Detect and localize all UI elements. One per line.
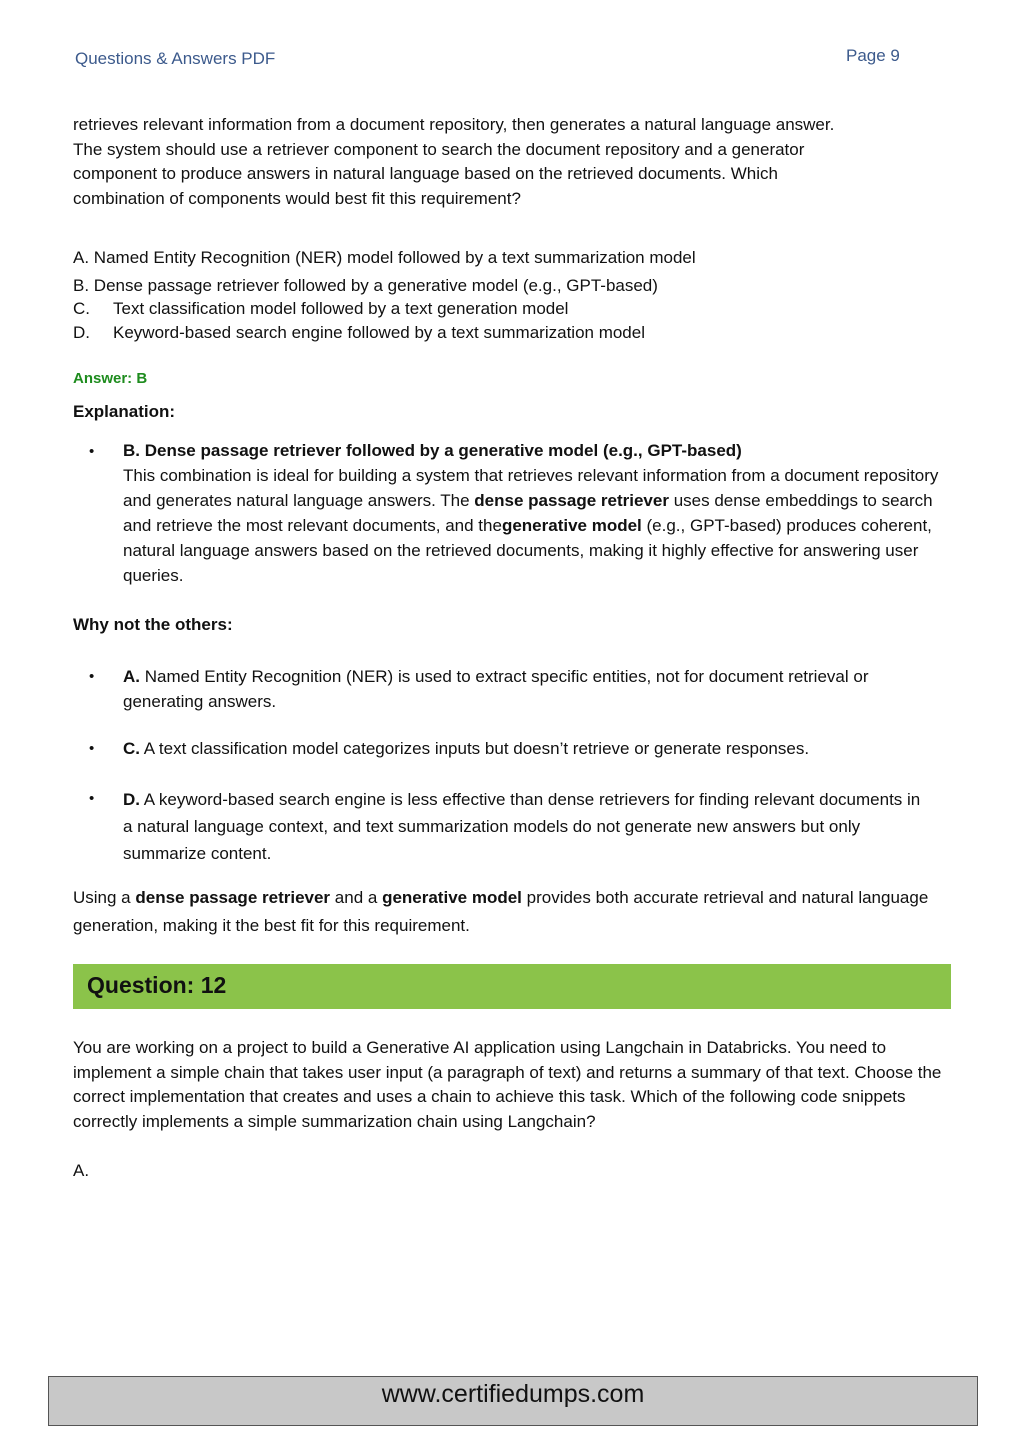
question-text: You are working on a project to build a Generative AI application using Langchain in Databricks. You need to implement a simple chain that takes user input (a paragraph of text) and returns a summary of that text. Choose the correct implementation that creates and uses a chain to achieve this task. Which of the following code snippets correctly implements a simple summarization chain using Langchain? xyxy=(73,1038,942,1131)
explanation-title: B. Dense passage retriever followed by a generative model (e.g., GPT-based) xyxy=(123,441,742,460)
bullet: • xyxy=(89,668,95,685)
why-not-item-a: A. Named Entity Recognition (NER) is used to extract specific entities, not for document retrieval or generating answers. xyxy=(123,667,869,711)
why-not-item-c: C. A text classification model categorizes inputs but doesn’t retrieve or generate responses. xyxy=(123,739,810,758)
bullet: • xyxy=(89,790,95,807)
footer-url: www.certifiedumps.com xyxy=(48,1376,978,1426)
bullet: • xyxy=(89,443,95,460)
text-line: The system should use a retriever component to search the document repository and a generator xyxy=(73,139,805,159)
option-d: D. Keyword-based search engine followed by a text summarization model xyxy=(73,323,645,342)
option-a-label: A. xyxy=(73,1161,90,1180)
explanation-main: B. Dense passage retriever followed by a generative model (e.g., GPT-based) This combination is ideal for building a system that retrieves relevant information from a document repository and generates natural language answers. The dense passage retriever uses dense embeddings to search and retrieve the most relevant documents, and thegenerative model (e.g., GPT-based) produces coherent, natural language answers based on the retrieved documents, making it highly effective for answering user queries. xyxy=(123,441,939,585)
answer-label: Answer: B xyxy=(73,370,148,387)
question-header: Question: 12 xyxy=(73,964,951,1009)
text-line: retrieves relevant information from a document repository, then generates a natural language answer. xyxy=(73,115,835,134)
option-c: C. Text classification model followed by a text generation model xyxy=(73,299,569,318)
conclusion-paragraph: Using a dense passage retriever and a generative model provides both accurate retrieval and natural language generation, making it the best fit for this requirement. xyxy=(73,888,929,935)
page-number: Page 9 xyxy=(846,46,900,65)
why-not-item-d: D. A keyword-based search engine is less effective than dense retrievers for finding relevant documents in a natural language context, and text summarization models do not generate new answers but only summarize content. xyxy=(123,790,921,863)
question-continued-text xyxy=(73,113,973,211)
header-title: Questions & Answers PDF xyxy=(75,49,276,68)
option-a: A. Named Entity Recognition (NER) model followed by a text summarization model xyxy=(73,248,696,267)
why-not-heading: Why not the others: xyxy=(73,615,233,634)
text-line: component to produce answers in natural language based on the retrieved documents. Which xyxy=(73,164,778,183)
bullet: • xyxy=(89,740,95,757)
option-b: B. Dense passage retriever followed by a generative model (e.g., GPT-based) xyxy=(73,276,658,295)
explanation-heading: Explanation: xyxy=(73,402,176,421)
text-line: combination of components would best fit this requirement? xyxy=(73,188,521,208)
